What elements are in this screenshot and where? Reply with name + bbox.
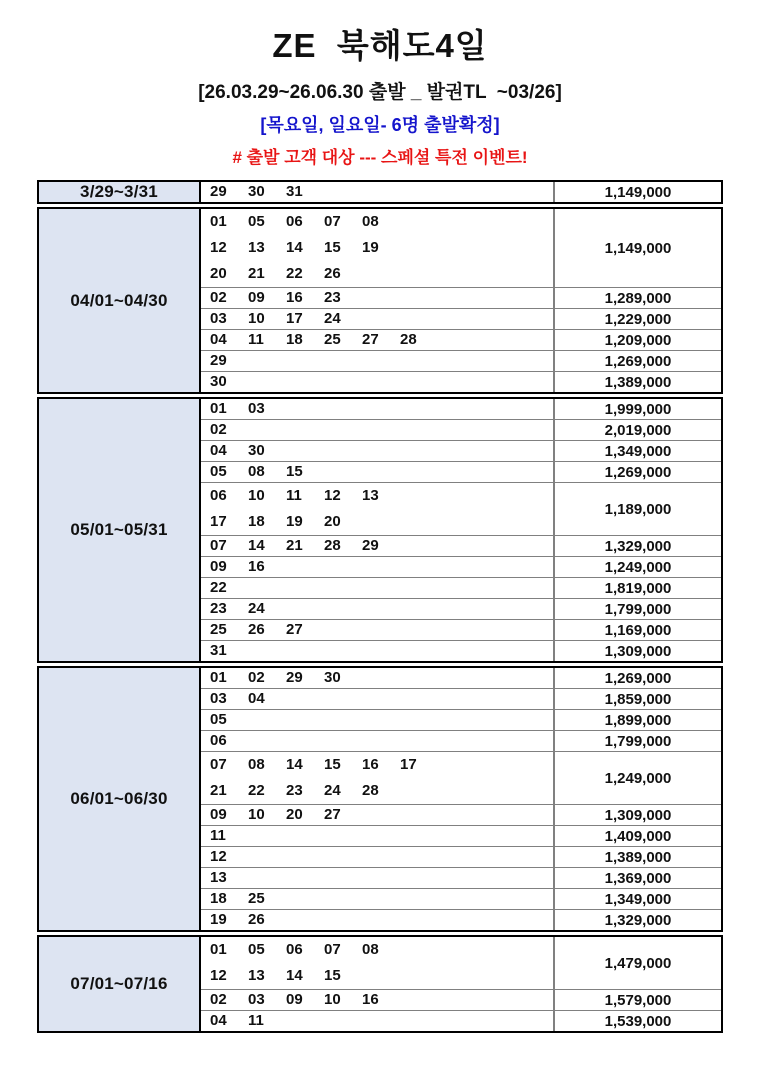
date-value: 26	[248, 621, 265, 638]
date-value: 09	[248, 289, 265, 306]
dates-cell	[201, 536, 555, 556]
date-value: 14	[248, 537, 265, 554]
date-value: 30	[248, 183, 265, 200]
section-rows	[201, 937, 721, 1031]
dates-cell	[201, 420, 555, 440]
date-value: 11	[248, 1012, 264, 1029]
price-value: 1,799,000	[604, 732, 672, 750]
price-value: 1,309,000	[604, 642, 672, 660]
date-value: 16	[362, 756, 379, 773]
date-value: 16	[362, 991, 379, 1008]
table-row	[201, 461, 721, 482]
dates-cell	[201, 441, 555, 461]
price-value: 1,289,000	[604, 289, 672, 307]
date-value: 29	[286, 669, 303, 686]
date-value: 05	[210, 463, 227, 480]
dates-cell	[201, 668, 555, 688]
table-row	[201, 482, 721, 535]
dates-line	[210, 483, 553, 509]
date-value: 15	[324, 756, 341, 773]
dates-line	[210, 536, 553, 556]
price-value: 1,579,000	[604, 991, 672, 1009]
dates-line	[210, 805, 553, 825]
table-row	[201, 1010, 721, 1031]
date-value: 07	[324, 941, 341, 958]
dates-line	[210, 599, 553, 619]
table-row	[201, 709, 721, 730]
table-row	[201, 867, 721, 888]
dates-line	[210, 261, 553, 287]
dates-line	[210, 668, 553, 688]
price-value: 1,229,000	[604, 310, 672, 328]
dates-cell	[201, 847, 555, 867]
date-value: 28	[362, 782, 379, 799]
date-value: 24	[324, 310, 341, 327]
dates-line	[210, 710, 553, 730]
dates-line	[210, 420, 553, 440]
dates-line	[210, 641, 553, 661]
dates-cell	[201, 910, 555, 930]
date-value: 20	[210, 265, 227, 282]
date-value: 27	[324, 806, 341, 823]
dates-cell	[201, 1011, 555, 1031]
dates-line	[210, 309, 553, 329]
dates-line	[210, 778, 553, 804]
date-value: 01	[210, 941, 227, 958]
date-value: 13	[362, 487, 379, 504]
date-value: 18	[286, 331, 303, 348]
date-value: 24	[248, 600, 265, 617]
dates-line	[210, 826, 553, 846]
dates-line	[210, 182, 553, 202]
section-rows	[201, 209, 721, 392]
table-row	[201, 209, 721, 287]
date-value: 25	[324, 331, 341, 348]
date-value: 27	[286, 621, 303, 638]
dates-line	[210, 330, 553, 350]
date-range-cell: 07/01~07/16	[39, 937, 201, 1031]
dates-cell	[201, 868, 555, 888]
table-row	[201, 287, 721, 308]
price-value: 1,389,000	[604, 373, 672, 391]
date-value: 06	[210, 732, 227, 749]
date-value: 12	[210, 967, 227, 984]
date-value: 26	[324, 265, 341, 282]
date-value: 08	[248, 756, 265, 773]
table-row	[201, 182, 721, 202]
dates-cell	[201, 372, 555, 392]
date-value: 11	[248, 331, 264, 348]
dates-cell	[201, 483, 555, 535]
date-value: 07	[324, 213, 341, 230]
date-value: 11	[286, 487, 302, 504]
date-range-cell: 3/29~3/31	[39, 182, 201, 202]
dates-cell	[201, 641, 555, 661]
table-row	[201, 640, 721, 661]
date-value: 21	[248, 265, 265, 282]
date-value: 15	[324, 967, 341, 984]
dates-cell	[201, 990, 555, 1010]
date-value: 29	[210, 352, 227, 369]
confirmed-departure-notice: [목요일, 일요일- 6명 출발확정]	[260, 115, 500, 135]
date-value: 31	[210, 642, 227, 659]
price-value: 1,479,000	[604, 954, 672, 972]
dates-line	[210, 441, 553, 461]
page-title: ZE 북해도4일	[272, 27, 488, 64]
dates-cell	[201, 889, 555, 909]
table-section	[37, 666, 723, 932]
section-rows	[201, 668, 721, 930]
date-value: 10	[248, 487, 265, 504]
table-row	[201, 846, 721, 867]
dates-cell	[201, 937, 555, 989]
table-row	[201, 556, 721, 577]
date-value: 08	[362, 213, 379, 230]
table-row	[201, 909, 721, 930]
date-value: 05	[248, 941, 265, 958]
date-value: 13	[248, 967, 265, 984]
date-value: 02	[210, 421, 227, 438]
section-rows	[201, 182, 721, 202]
table-row	[201, 308, 721, 329]
dates-line	[210, 557, 553, 577]
date-value: 19	[210, 911, 227, 928]
price-value: 1,409,000	[604, 827, 672, 845]
table-row	[201, 419, 721, 440]
dates-cell	[201, 689, 555, 709]
table-row	[201, 371, 721, 392]
date-value: 10	[324, 991, 341, 1008]
dates-line	[210, 620, 553, 640]
departure-period-line: [26.03.29~26.06.30 출발 _ 발권TL ~03/26]	[198, 82, 562, 103]
price-value: 1,309,000	[604, 806, 672, 824]
price-value: 1,149,000	[604, 183, 672, 201]
price-value: 1,149,000	[604, 239, 672, 257]
table-section	[37, 935, 723, 1033]
dates-line	[210, 752, 553, 778]
table-row	[201, 619, 721, 640]
dates-line	[210, 963, 553, 989]
dates-line	[210, 509, 553, 535]
date-value: 06	[210, 487, 227, 504]
price-value: 1,999,000	[604, 400, 672, 418]
date-value: 10	[248, 806, 265, 823]
price-value: 1,329,000	[604, 911, 672, 929]
price-value: 1,389,000	[604, 848, 672, 866]
table-row	[201, 937, 721, 989]
date-value: 30	[248, 442, 265, 459]
dates-cell	[201, 309, 555, 329]
date-value: 04	[248, 690, 265, 707]
dates-cell	[201, 209, 555, 287]
table-row	[201, 440, 721, 461]
date-value: 02	[248, 669, 265, 686]
date-value: 01	[210, 669, 227, 686]
dates-line	[210, 399, 553, 419]
dates-line	[210, 235, 553, 261]
date-value: 24	[324, 782, 341, 799]
dates-line	[210, 847, 553, 867]
price-value: 1,249,000	[604, 769, 672, 787]
date-value: 26	[248, 911, 265, 928]
date-value: 15	[286, 463, 303, 480]
dates-line	[210, 731, 553, 751]
date-value: 07	[210, 756, 227, 773]
section-rows	[201, 399, 721, 661]
table-row	[201, 989, 721, 1010]
dates-cell	[201, 710, 555, 730]
date-value: 09	[210, 558, 227, 575]
dates-cell	[201, 620, 555, 640]
date-range-cell: 04/01~04/30	[39, 209, 201, 392]
price-value: 1,349,000	[604, 890, 672, 908]
date-value: 25	[210, 621, 227, 638]
date-value: 10	[248, 310, 265, 327]
price-table	[37, 180, 723, 1033]
date-value: 23	[324, 289, 341, 306]
date-value: 04	[210, 331, 227, 348]
date-value: 06	[286, 941, 303, 958]
date-value: 13	[210, 869, 227, 886]
price-value: 1,819,000	[604, 579, 672, 597]
dates-line	[210, 1011, 553, 1031]
date-value: 03	[210, 690, 227, 707]
date-value: 15	[324, 239, 341, 256]
date-value: 17	[400, 756, 417, 773]
table-row	[201, 888, 721, 909]
date-value: 11	[210, 827, 226, 844]
date-value: 14	[286, 967, 303, 984]
dates-cell	[201, 826, 555, 846]
date-value: 18	[210, 890, 227, 907]
date-value: 29	[362, 537, 379, 554]
table-row	[201, 329, 721, 350]
dates-cell	[201, 599, 555, 619]
dates-line	[210, 868, 553, 888]
date-value: 31	[286, 183, 303, 200]
date-value: 01	[210, 400, 227, 417]
special-event-notice: # 출발 고객 대상 --- 스페셜 특전 이벤트!	[232, 148, 528, 167]
table-row	[201, 730, 721, 751]
price-value: 1,859,000	[604, 690, 672, 708]
dates-cell	[201, 399, 555, 419]
date-value: 25	[248, 890, 265, 907]
table-row	[201, 598, 721, 619]
date-value: 23	[210, 600, 227, 617]
dates-cell	[201, 578, 555, 598]
date-value: 22	[286, 265, 303, 282]
table-section	[37, 180, 723, 204]
table-row	[201, 577, 721, 598]
date-value: 02	[210, 991, 227, 1008]
date-value: 19	[362, 239, 379, 256]
dates-line	[210, 372, 553, 392]
dates-cell	[201, 462, 555, 482]
dates-cell	[201, 752, 555, 804]
table-row	[201, 399, 721, 419]
table-row	[201, 825, 721, 846]
dates-line	[210, 889, 553, 909]
price-value: 1,169,000	[604, 621, 672, 639]
price-value: 1,269,000	[604, 352, 672, 370]
date-value: 02	[210, 289, 227, 306]
date-value: 20	[324, 513, 341, 530]
date-value: 20	[286, 806, 303, 823]
dates-cell	[201, 731, 555, 751]
table-section	[37, 207, 723, 394]
date-value: 08	[362, 941, 379, 958]
date-value: 21	[210, 782, 227, 799]
table-row	[201, 751, 721, 804]
date-value: 01	[210, 213, 227, 230]
date-value: 27	[362, 331, 379, 348]
price-value: 1,349,000	[604, 442, 672, 460]
table-row	[201, 668, 721, 688]
date-value: 04	[210, 1012, 227, 1029]
price-value: 2,019,000	[604, 421, 672, 439]
date-value: 19	[286, 513, 303, 530]
price-value: 1,369,000	[604, 869, 672, 887]
date-value: 14	[286, 239, 303, 256]
date-value: 30	[324, 669, 341, 686]
date-value: 06	[286, 213, 303, 230]
table-row	[201, 350, 721, 371]
dates-line	[210, 937, 553, 963]
date-value: 09	[286, 991, 303, 1008]
date-value: 03	[248, 400, 265, 417]
price-value: 1,269,000	[604, 463, 672, 481]
price-value: 1,329,000	[604, 537, 672, 555]
table-row	[201, 804, 721, 825]
date-value: 22	[248, 782, 265, 799]
date-value: 28	[400, 331, 417, 348]
price-value: 1,249,000	[604, 558, 672, 576]
date-value: 21	[286, 537, 303, 554]
date-value: 13	[248, 239, 265, 256]
price-value: 1,799,000	[604, 600, 672, 618]
date-value: 16	[286, 289, 303, 306]
dates-cell	[201, 330, 555, 350]
dates-cell	[201, 288, 555, 308]
price-value: 1,269,000	[604, 669, 672, 687]
table-section	[37, 397, 723, 663]
date-value: 07	[210, 537, 227, 554]
dates-cell	[201, 805, 555, 825]
date-value: 16	[248, 558, 265, 575]
date-value: 04	[210, 442, 227, 459]
date-value: 12	[324, 487, 341, 504]
dates-line	[210, 689, 553, 709]
date-value: 22	[210, 579, 227, 596]
date-value: 30	[210, 373, 227, 390]
date-value: 29	[210, 183, 227, 200]
date-value: 03	[248, 991, 265, 1008]
date-value: 14	[286, 756, 303, 773]
dates-cell	[201, 351, 555, 371]
date-value: 28	[324, 537, 341, 554]
date-value: 08	[248, 463, 265, 480]
date-value: 12	[210, 848, 227, 865]
date-value: 05	[248, 213, 265, 230]
dates-line	[210, 351, 553, 371]
date-value: 05	[210, 711, 227, 728]
date-range-cell: 05/01~05/31	[39, 399, 201, 661]
date-value: 23	[286, 782, 303, 799]
dates-line	[210, 462, 553, 482]
table-row	[201, 688, 721, 709]
price-value: 1,209,000	[604, 331, 672, 349]
date-range-cell: 06/01~06/30	[39, 668, 201, 930]
dates-cell	[201, 182, 555, 202]
document-header	[0, 0, 760, 168]
date-value: 09	[210, 806, 227, 823]
dates-line	[210, 990, 553, 1010]
dates-line	[210, 578, 553, 598]
price-value: 1,899,000	[604, 711, 672, 729]
table-row	[201, 535, 721, 556]
dates-line	[210, 288, 553, 308]
date-value: 17	[210, 513, 227, 530]
date-value: 17	[286, 310, 303, 327]
date-value: 12	[210, 239, 227, 256]
date-value: 03	[210, 310, 227, 327]
dates-line	[210, 910, 553, 930]
date-value: 18	[248, 513, 265, 530]
dates-cell	[201, 557, 555, 577]
price-value: 1,539,000	[604, 1012, 672, 1030]
price-value: 1,189,000	[604, 500, 672, 518]
dates-line	[210, 209, 553, 235]
